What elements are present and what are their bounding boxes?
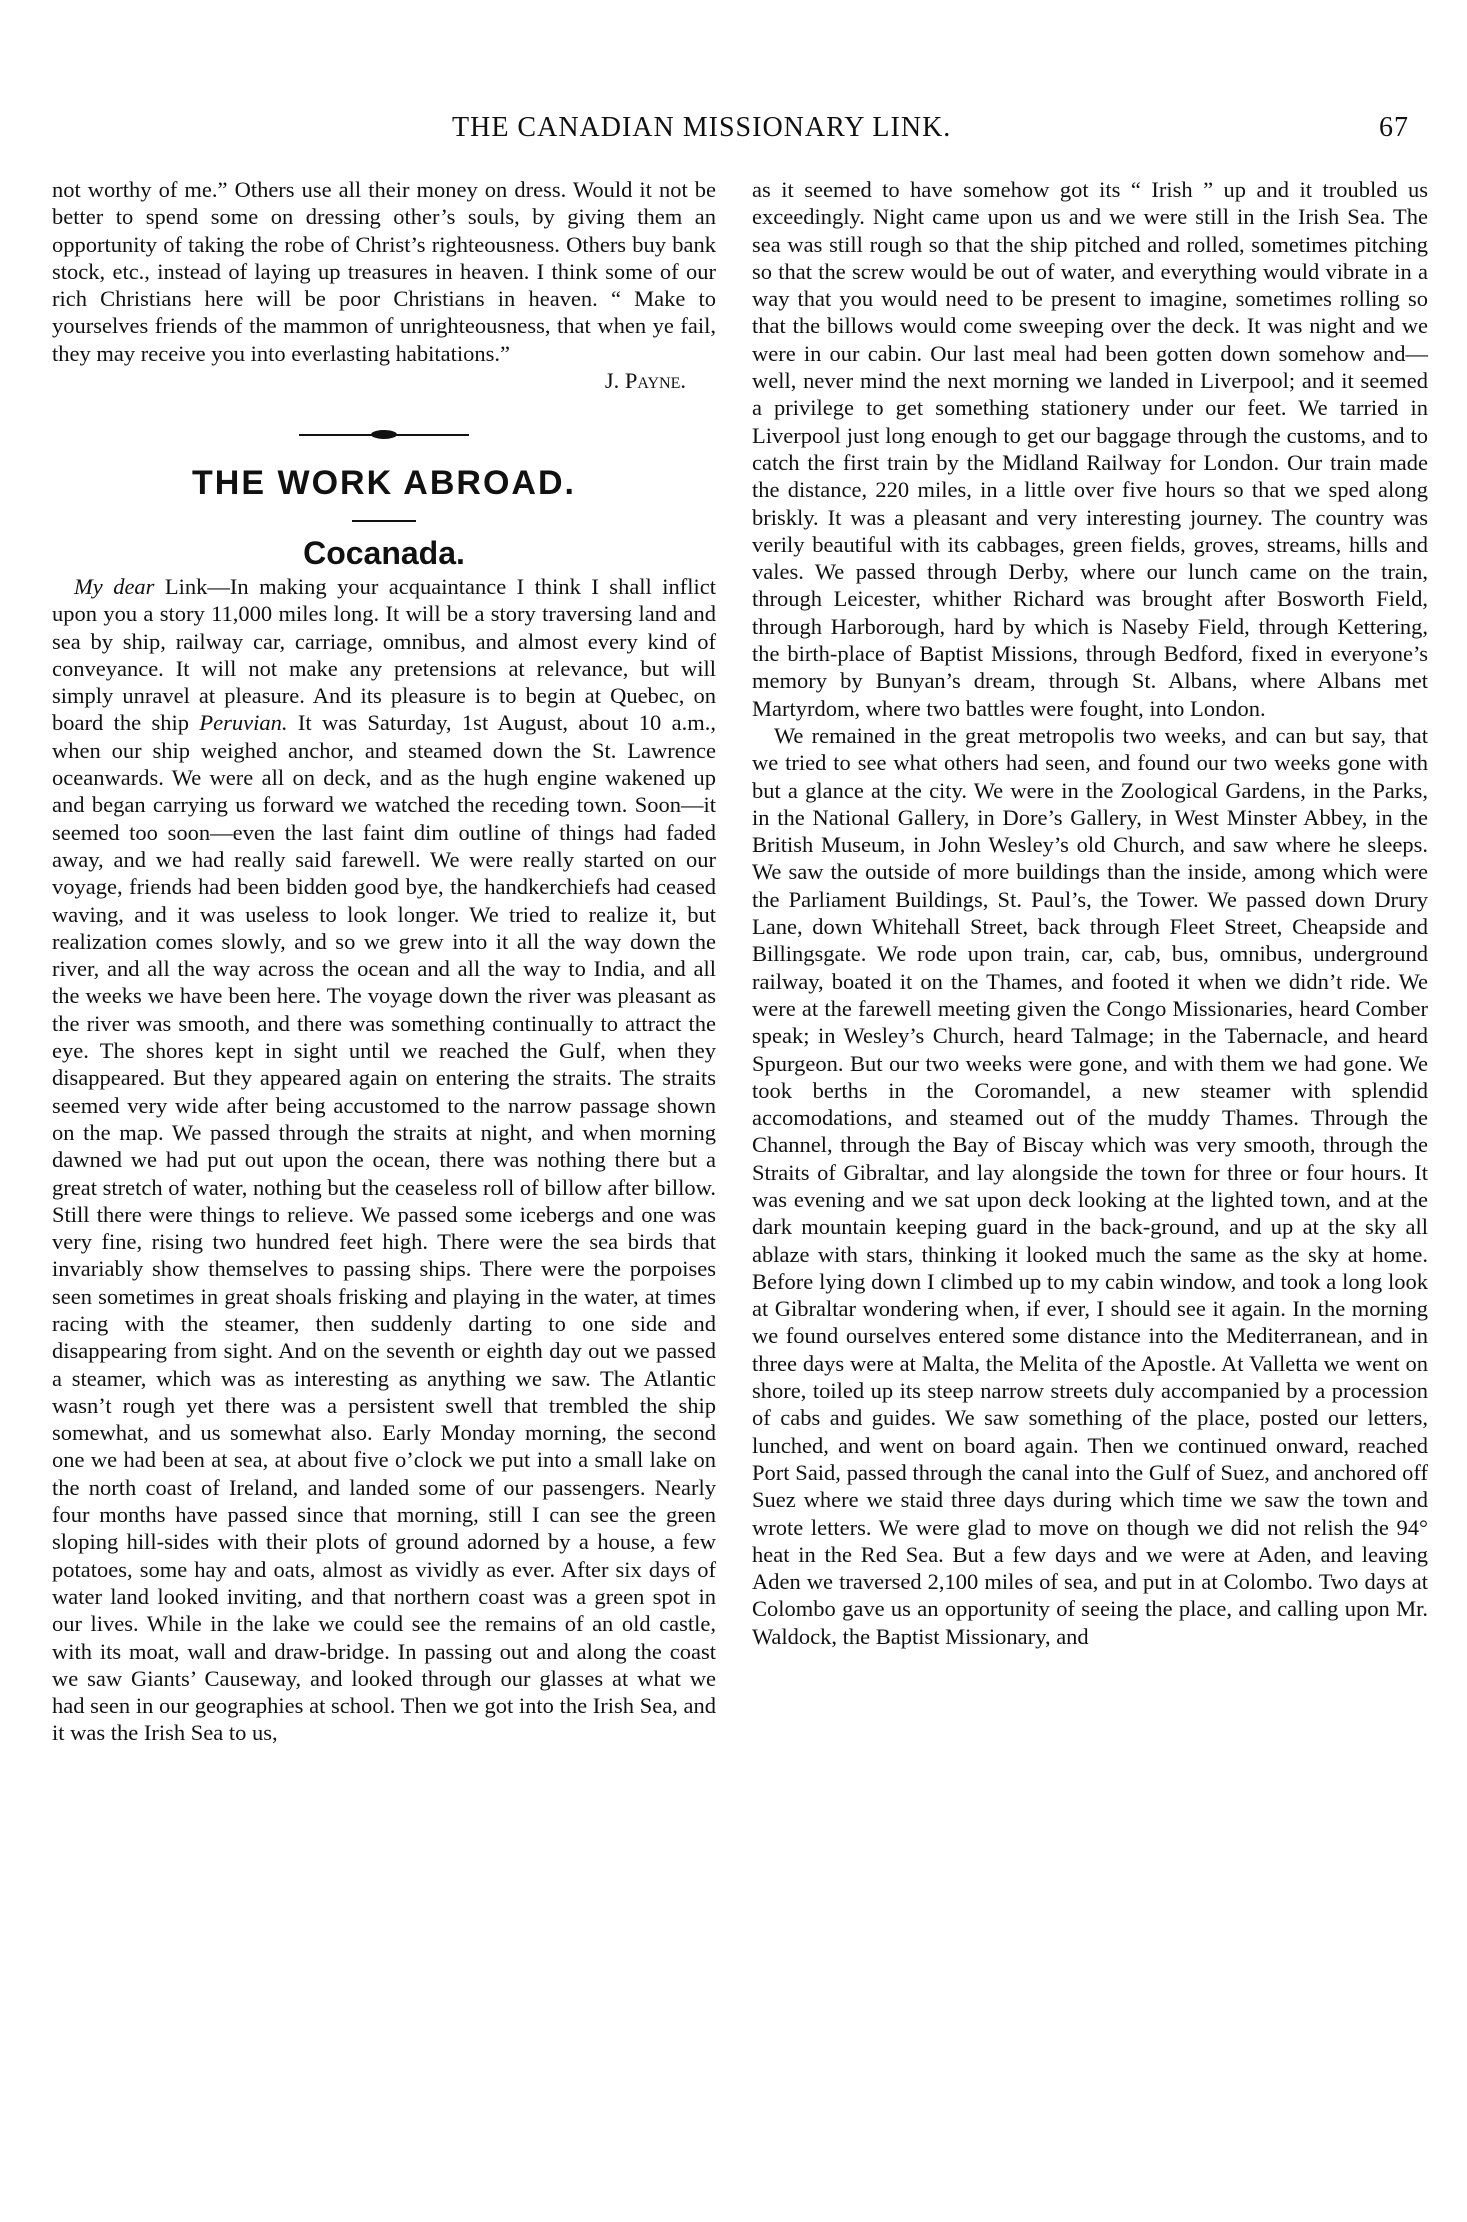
letter-continued: It was Saturday, 1st August, about 10 a.m., when our ship weighed anchor, and steamed down the St. Lawrence oceanwards. We were all on deck, and as the hugh engine wakened up and began carrying us forward we watched the receding town. Soon—it seemed too soon—even the last faint dim outline of things had faded away, and we had really said farewell. We were really started on our voyage, friends had been bidden good bye, the handkerchiefs had ceased waving, and it was useless to look longer. We tried to realize it, but realization comes slowly, and so we grew into it all the way down the river, and all the way across the ocean and all the way to India, and all the weeks we have been here. The voyage down the river was pleasant as the river was smooth, and there was something continually to attract the eye. The shores kept in sight until we reached the Gulf, when they disappeared. But they appeared again on entering the straits. The straits seemed very wide after being accustomed to the narrow passage shown on the map. We passed through the straits at night, and when morning dawned we had put out upon the ocean, there was nothing there but a great stretch of water, nothing but the ceaseless roll of billow after billow. Still there were things to relieve. We passed some icebergs and one was very fine, rising two hundred feet high. There were the sea birds that invariably show themselves to passing ships. There were the porpoises seen sometimes in great shoals frisking and playing in the water, at times racing with the steamer, then suddenly darting to one side and disappearing from sight. And on the seventh or eighth day out we passed a steamer, which was as interesting as anything we saw. The Atlantic wasn’t rough yet there was a persistent swell that trembled the ship somewhat, and us somewhat also. Early Monday morning, the second one we had been at sea, at about five o’clock we put into a small lake on the north coast of Ireland, and landed some of our passengers. Nearly four months have passed since that morning, still I can see the green sloping hill-sides with their plots of ground adorned by a house, a few potatoes, some hay and oats, almost as vividly as ever. After six days of water land looked inviting, and that northern coast was a green spot in our lives. While in the lake we could see the remains of an old castle, with its moat, wall and draw-bridge. In passing out and along the coast we saw Giants’ Causeway, and looked through our glasses at what we had seen in our geographies at school. Then we got into the Irish Sea, and it was the Irish Sea to us, xyxy=(52,710,716,1746)
letter-paragraph xyxy=(52,573,716,1747)
letter-start: Link—In making your acquaintance I think I shall inflict upon you a story 11,000 miles long. It will be a story traversing land and sea by ship, railway car, carriage, omnibus, and almost every kind of conveyance. It will not make any pretensions at relevance, but will simply unravel at pleasure. And its pleasure is to begin at Quebec, on board the ship xyxy=(52,573,717,736)
right-column xyxy=(752,176,1428,1650)
left-column xyxy=(52,176,716,1747)
ornamental-divider xyxy=(299,428,469,442)
page-number: 67 xyxy=(1379,112,1409,143)
article-title: Cocanada. xyxy=(303,534,465,571)
section-title: THE WORK ABROAD. xyxy=(192,464,576,503)
intro-paragraph: not worthy of me.” Others use all their money on dress. Would it not be better to spend some on dressing other’s souls, by giving them an opportunity of taking the robe of Christ’s righteousness. Others buy bank stock, etc., instead of laying up treasures in heaven. I think some of our rich Christians here will be poor Christians in heaven. “ Make to yourselves friends of the mammon of unrighteousness, that when ye fail, they may receive you into everlasting habitations.” xyxy=(52,177,716,366)
right-paragraph-2: We remained in the great metropolis two weeks, and can but say, that we tried to see what others had seen, and found our two weeks gone with but a glance at the city. We were in the Zoological Gardens, in the Parks, in the National Gallery, in Dore’s Gallery, in West Minster Abbey, in the British Museum, in John Wesley’s old Church, and saw where he sleeps. We saw the outside of more buildings than the inside, among which were the Parliament Buildings, St. Paul’s, the Tower. We passed down Drury Lane, down Whitehall Street, back through Fleet Street, Cheapside and Billingsgate. We rode upon train, car, cab, bus, omnibus, underground railway, boated it on the Thames, and footed it when we didn’t ride. We were at the farewell meeting given the Congo Missionaries, heard Comber speak; in Wesley’s Church, heard Talmage; in the Tabernacle, and heard Spurgeon. But our two weeks were gone, and with them we had gone. We took berths in the Coromandel, a new steamer with splendid accomodations, and steamed out of the muddy Thames. Through the Channel, through the Bay of Biscay which was very smooth, through the Straits of Gibraltar, and lay alongside the town for three or four hours. It was evening and we sat upon deck looking at the lighted town, and at the dark mountain keeping guard in the back-ground, and up at the sky all ablaze with stars, thinking it looked much the same as the sky at home. Before lying down I climbed up to my cabin window, and took a long look at Gibraltar wondering when, if ever, I should see it again. In the morning we found ourselves entered some distance into the Mediterranean, and in three days were at Malta, the Melita of the Apostle. At Valletta we went on shore, toiled up its steep narrow streets duly accompanied by a procession of cabs and guides. We saw something of the place, posted our letters, lunched, and went on board again. Then we continued onward, reached Port Said, passed through the canal into the Gulf of Suez, and anchored off Suez where we staid three days during which time we saw the town and wrote letters. We were glad to move on though we did not relish the 94° heat in the Red Sea. But a few days and we were at Aden, and leaving Aden we traversed 2,100 miles of sea, and put in at Colombo. Two days at Colombo gave us an opportunity of seeing the place, and calling upon Mr. Waldock, the Baptist Missionary, and xyxy=(752,722,1428,1649)
salutation: My dear xyxy=(74,573,155,599)
ship-name: Peruvian. xyxy=(199,710,288,736)
right-paragraph-1: as it seemed to have somehow got its “ Irish ” up and it troubled us exceedingly. Night came upon us and we were still in the Irish Sea. The sea was still rough so that the ship pitched and rolled, sometimes pitching so that the screw would be out of water, and everything would vibrate in a way that you would need to be present to imagine, sometimes rolling so that the billows would come sweeping over the deck. It was night and we were in our cabin. Our last meal had been gotten down somehow and—well, never mind the next morning we landed in Liverpool; and it seemed a privilege to get something stationery under our feet. We tarried in Liverpool just long enough to get our baggage through the customs, and to catch the first train by the Midland Railway for London. Our train made the distance, 220 miles, in a little over five hours so that we sped along briskly. It was a pleasant and very interesting journey. The country was verily beautiful with its cabbages, green fields, groves, streams, hills and vales. We passed through Derby, where our lunch came on the train, through Leicester, whither Richard was brought after Bosworth Field, through Harborough, hard by which is Naseby Field, through Kettering, the birth-place of Baptist Missions, through Bedford, fixed in everyone’s memory by Bunyan’s dream, through St. Albans, where Albans met Martyrdom, where two battles were fought, into London. xyxy=(752,177,1428,721)
running-title: THE CANADIAN MISSIONARY LINK. xyxy=(452,112,952,143)
signature: J. Payne. xyxy=(604,368,686,394)
short-divider xyxy=(352,520,416,522)
